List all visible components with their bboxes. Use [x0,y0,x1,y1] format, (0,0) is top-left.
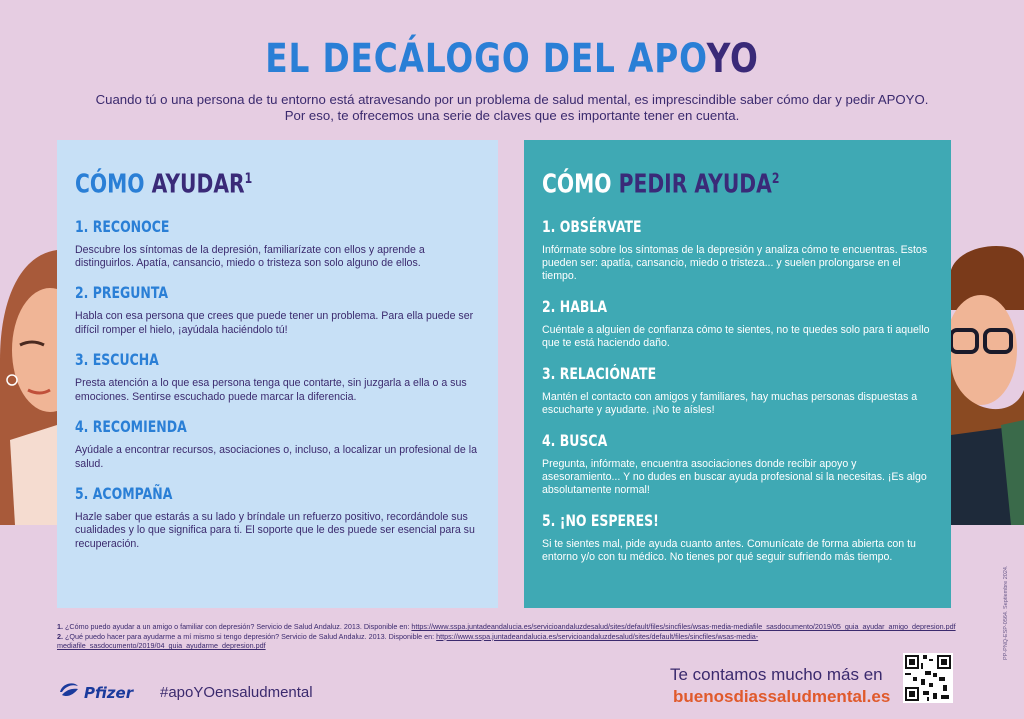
woman-face-illustration-icon [0,240,57,525]
item-text: Hazle saber que estarás a su lado y bríndale un refuerzo positivo, recordándole sus cualidades y lo que significa para ti. El soporte que le des puede ser esencial para su recuperación. [75,510,475,550]
man-face-illustration-icon [951,240,1024,525]
item-text: Presta atención a lo que esa persona tenga que contarte, sin juzgarla a ella o a sus emociones. Sentirse escuchado puede marcar la diferencia. [75,377,467,403]
help-item-accompany [75,483,480,551]
item-text: Si te sientes mal, pide ayuda cuanto antes. Comunícate de forma abierta con tu entorno y/o con tu médico. No tienes por qué seguir sufriendo más tiempo. [542,537,916,564]
intro-text [60,92,964,124]
how-to-help-title-a: CÓMO [75,169,145,200]
how-to-ask-for-help-panel [524,140,951,608]
ask-item-dont-wait [542,510,933,565]
help-item-recognize [75,216,480,271]
item-text: Habla con esa persona que crees que puede tener un problema. Para ella puede ser difícil romper el hielo, ¡ayúdala haciéndolo tú! [75,310,474,336]
help-item-listen [75,349,480,404]
ask-item-search [542,430,933,498]
item-heading: 2. HABLA [542,296,607,316]
how-to-help-panel [57,140,498,608]
item-text: Ayúdale a encontrar recursos, asociaciones o, incluso, a localizar un profesional de la salud. [75,444,478,470]
item-heading: 4. RECOMIENDA [75,417,187,437]
qr-code-icon[interactable] [903,653,953,703]
footnote-link-2[interactable]: https://www.sspa.juntadeandalucia.es/servicioandaluzdesalud/sites/default/files/sincfiles/wsas-media-mediafile_sasdocumento/2019/04_guia_ayudarme_depresion.pdf [57,631,759,650]
item-heading: 1. OBSÉRVATE [542,216,642,236]
how-to-ask-title-a: CÓMO [542,169,612,200]
footnote-number-2: 2. [57,631,63,641]
document-code: PP-PNQ-ESP-0564. Septiembre 2024. [1003,565,1009,660]
footnote-link-1[interactable]: https://www.sspa.juntadeandalucia.es/servicioandaluzdesalud/sites/default/files/sincfiles/wsas-media-mediafile_sasdocumento/2019/05_guia_ayudar_amigo_depresion.pdf [411,622,956,631]
item-heading: 4. BUSCA [542,430,608,450]
item-heading: 2. PREGUNTA [75,283,169,303]
how-to-ask-title [542,162,847,202]
item-text: Descubre los síntomas de la depresión, familiarízate con ellos y aprende a distinguirlos. Apatía, cansancio, miedo o tristeza son solo alguno de ellos. [75,243,425,270]
item-text: Pregunta, infórmate, encuentra asociaciones donde recibir apoyo y asesoramiento... Y no dudes en buscar ayuda profesional si la necesitas. ¡Es algo absolutamente normal! [542,457,927,497]
item-heading: 3. ESCUCHA [75,350,159,370]
help-item-recommend [75,416,480,471]
ask-item-talk [542,296,933,351]
title-accent: YO [706,36,759,82]
item-text: Infórmate sobre los síntomas de la depresión y analiza cómo te encuentras. Estos pueden ser: apatía, cansancio, miedo o tristeza... y suelen prolongarse en el tiempo. [542,243,928,283]
how-to-ask-title-b: PEDIR AYUDA [618,169,772,200]
item-heading: 1. RECONOCE [75,216,170,236]
page-title [92,34,932,84]
ask-item-observe [542,216,933,284]
footnotes [57,622,957,651]
item-heading: 3. RELACIÓNATE [542,363,657,383]
footnote-ref-1: 1 [244,171,253,187]
footnote-text-1: ¿Cómo puedo ayudar a un amigo o familiar con depresión? Servicio de Salud Andaluz. 2013. Disponible en: [63,622,412,631]
intro-line-2: Por eso, te ofrecemos una serie de claves que es importante tener en cuenta. [284,108,740,123]
ask-item-relate [542,363,933,418]
item-heading: 5. ACOMPAÑA [75,483,173,503]
intro-line-1: Cuando tú o una persona de tu entorno está atravesando por un problema de salud mental, es imprescindible saber cómo dar y pedir APOYO. [95,92,929,107]
footnote-text-2: ¿Qué puedo hacer para ayudarme a mí mismo si tengo depresión? Servicio de Salud Andaluz. 2013. Disponible en: [63,631,437,641]
item-text: Mantén el contacto con amigos y familiares, hay muchas personas dispuestas a escucharte y ayudarte. ¡No te aísles! [542,390,918,417]
title-main: EL DECÁLOGO DEL APO [265,36,707,82]
cta-text: Te contamos mucho más en [670,665,883,684]
pfizer-logo-icon [58,680,80,707]
item-heading: 5. ¡NO ESPERES! [542,510,659,530]
pfizer-logo [58,678,138,708]
hashtag: #apoYOensaludmental [160,684,313,701]
how-to-help-title-b: AYUDAR [151,169,245,200]
footnote-number-1: 1. [57,622,63,631]
footnote-ref-2: 2 [771,171,780,187]
how-to-help-title [75,162,391,202]
website-link[interactable]: buenosdiassaludmental.es [673,687,891,706]
pfizer-wordmark: Pfizer [84,684,134,702]
help-item-ask [75,282,480,337]
item-text: Cuéntale a alguien de confianza cómo te sientes, no te quedes solo para ti aquello que te está haciendo daño. [542,323,930,350]
